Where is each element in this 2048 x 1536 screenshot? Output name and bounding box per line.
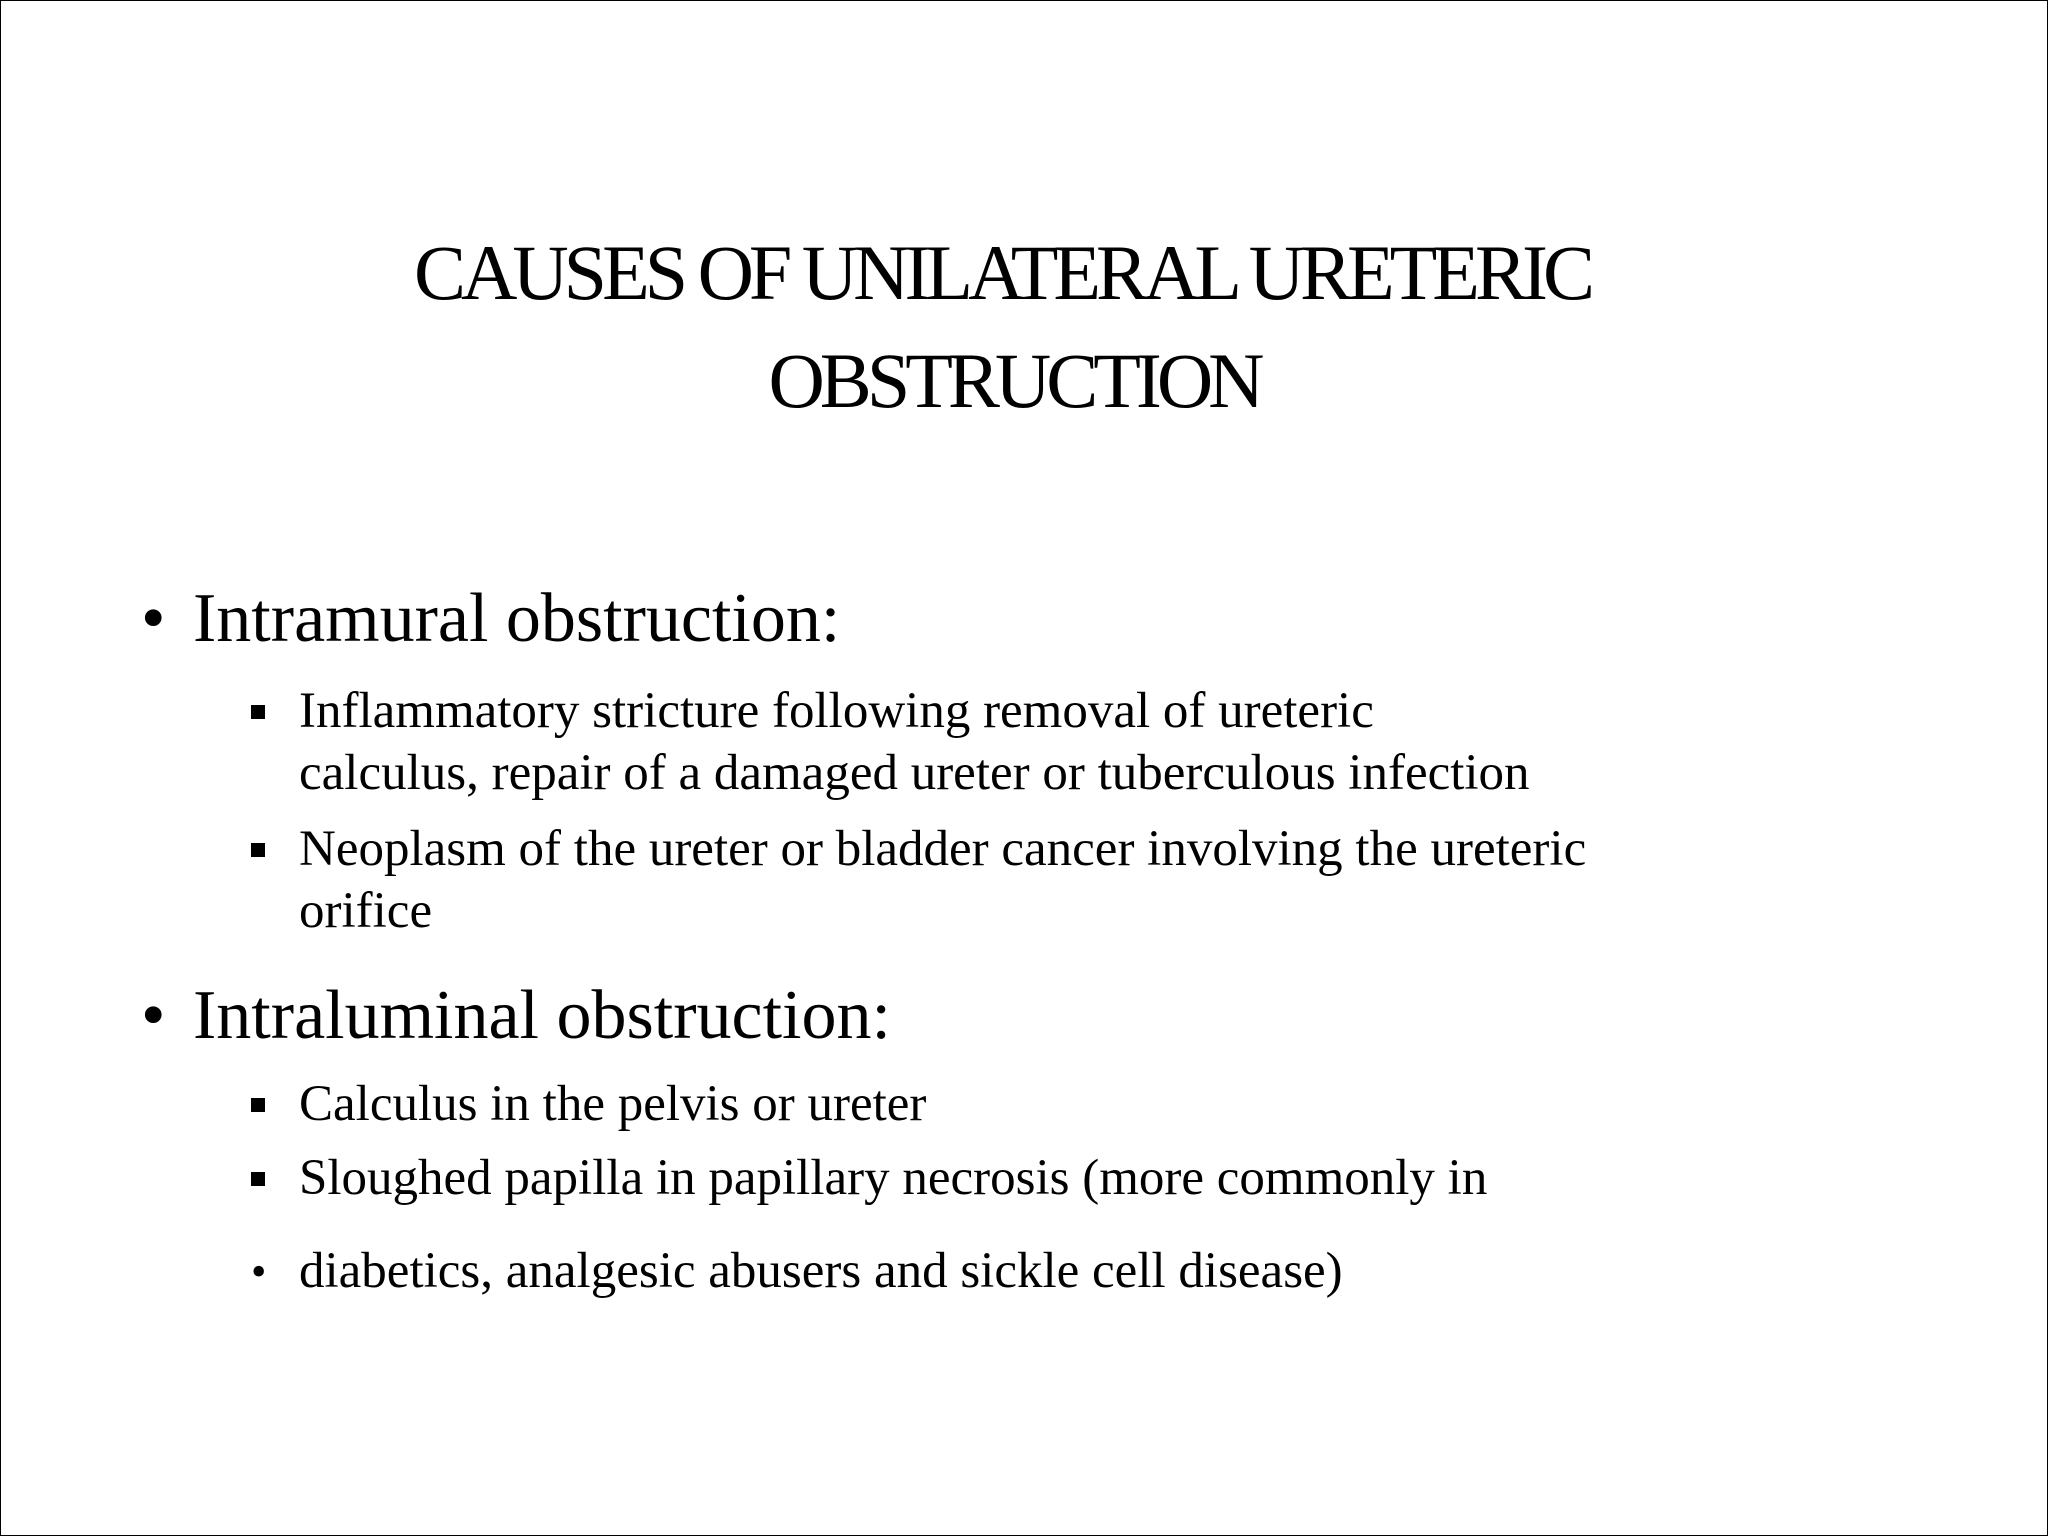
square-bullet-icon (251, 705, 265, 719)
list-item-text: orifice (299, 883, 433, 939)
bullet-icon: • (141, 580, 166, 657)
list-item-text: Inflammatory stricture following removal of ureteric (299, 683, 1374, 739)
list-item-text: calculus, repair of a damaged ureter or tuberculous infection (299, 745, 1530, 801)
square-bullet-icon (251, 843, 265, 857)
section-heading-text: Intramural obstruction: (193, 580, 841, 657)
list-item-text: diabetics, analgesic abusers and sickle cell disease) (299, 1243, 1343, 1299)
bullet-icon: • (251, 1247, 267, 1296)
list-item-text: Calculus in the pelvis or ureter (299, 1076, 927, 1132)
bullet-icon: • (141, 977, 166, 1054)
section-heading-text: Intraluminal obstruction: (193, 977, 891, 1054)
list-item-text: Neoplasm of the ureter or bladder cancer involving the ureteric (299, 821, 1587, 877)
slide-title-line-1: CAUSES OF UNILATERAL URETERIC (414, 229, 1590, 316)
square-bullet-icon (251, 1172, 265, 1186)
list-item-text: Sloughed papilla in papillary necrosis (more commonly in (299, 1150, 1488, 1206)
slide-title-line-2: OBSTRUCTION (768, 337, 1260, 424)
square-bullet-icon (251, 1098, 265, 1112)
